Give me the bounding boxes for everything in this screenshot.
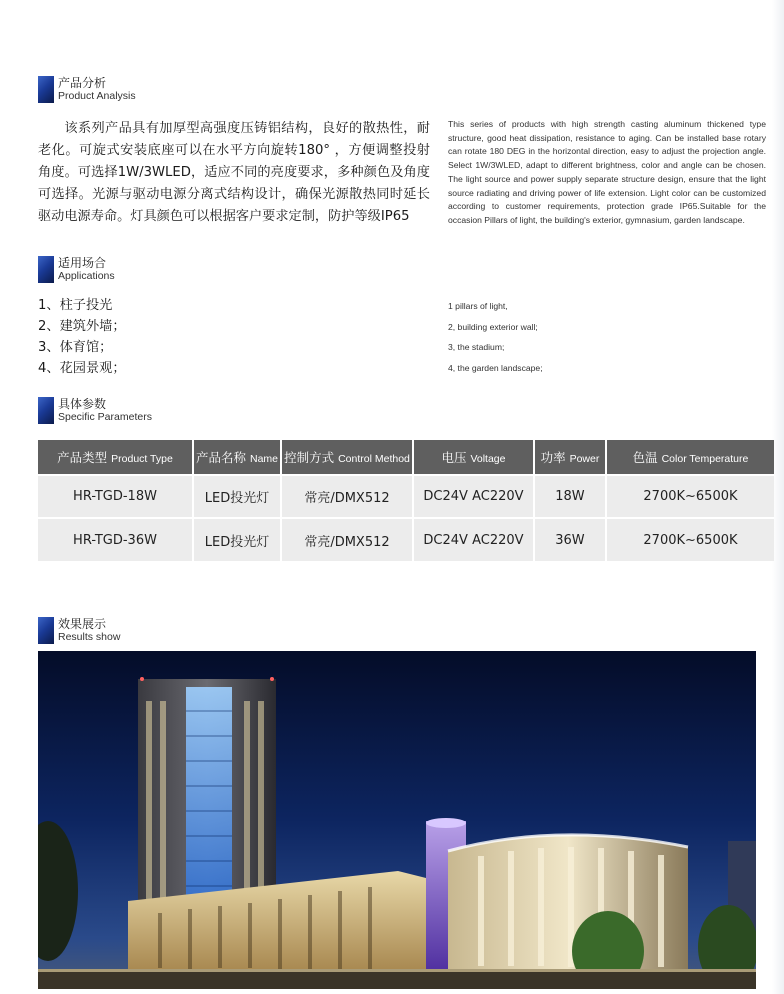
section-title-cn: 效果展示 <box>58 617 107 631</box>
list-item: 2, building exterior wall; <box>448 321 538 332</box>
cell-control-method: 常亮/DMX512 <box>281 475 413 518</box>
section-title-cn: 产品分析 <box>58 76 107 90</box>
product-description-en: This series of products with high strength casting aluminum thickened type structure, good heat dissipation, resistance to aging. Can be installed base rotary can rotate 180 DEG in the horizontal direction, easy to adjust the projection angle. Select 1W/3WLED, adapt to different brightness, color and angle can be chosen. The light source and power supply separate structure design, ensure that the light source radiating and driving power of life extension. Light color can be customized according to customer requirements, protection grade IP65.Suitable for the occasion Pillars of light, the building's exterior, gymnasium, garden landscape. <box>448 119 766 225</box>
cell-product-type: HR-TGD-36W <box>38 518 193 561</box>
list-item: 1、柱子投光 <box>38 298 113 313</box>
parameters-table <box>38 440 774 561</box>
cell-voltage: DC24V AC220V <box>413 475 534 518</box>
header-color-temperature: 色温 Color Temperature <box>606 440 774 475</box>
applications-list-cn <box>38 295 126 379</box>
results-photo-night-building <box>38 651 756 989</box>
list-item: 3, the stadium; <box>448 342 505 353</box>
header-voltage: 电压 Voltage <box>413 440 534 475</box>
section-marker-icon <box>38 617 54 644</box>
applications-list-en <box>448 296 543 379</box>
cell-product-type: HR-TGD-18W <box>38 475 193 518</box>
table-row <box>38 518 774 561</box>
section-marker-icon <box>38 256 54 283</box>
header-name: 产品名称 Name <box>193 440 281 475</box>
cell-color-temperature: 2700K~6500K <box>606 518 774 561</box>
cell-name: LED投光灯 <box>193 518 281 561</box>
list-item: 4、花园景观； <box>38 361 126 376</box>
header-power: 功率 Power <box>534 440 606 475</box>
list-item: 2、建筑外墙； <box>38 319 126 334</box>
cell-name: LED投光灯 <box>193 475 281 518</box>
product-description-cn: 该系列产品具有加厚型高强度压铸铝结构，良好的散热性，耐老化。可旋式安装底座可以在水平方向旋转180° ，方便调整投射角度。可选择1W/3WLED，适应不同的亮度要求，多种颜色及角度可选择。光源与驱动电源分离式结构设计，确保光源散热同时延长驱动电源寿命。灯具颜色可以根据客户要求定制，防护等级IP65 <box>38 121 430 224</box>
list-item: 4, the garden landscape; <box>448 363 543 374</box>
section-title-en: Results show <box>58 631 121 643</box>
table-header-row <box>38 440 774 475</box>
section-title-cn: 适用场合 <box>58 256 107 270</box>
section-title-cn: 具体参数 <box>58 397 107 411</box>
cell-voltage: DC24V AC220V <box>413 518 534 561</box>
header-control-method: 控制方式 Control Method <box>281 440 413 475</box>
cell-power: 18W <box>534 475 606 518</box>
section-title-en: Applications <box>58 270 115 282</box>
table-row <box>38 475 774 518</box>
list-item: 3、体育馆； <box>38 340 113 355</box>
cell-power: 36W <box>534 518 606 561</box>
cell-color-temperature: 2700K~6500K <box>606 475 774 518</box>
section-title-en: Product Analysis <box>58 90 136 102</box>
section-title-en: Specific Parameters <box>58 411 152 423</box>
list-item: 1 pillars of light, <box>448 301 508 311</box>
header-product-type: 产品类型 Product Type <box>38 440 193 475</box>
cell-control-method: 常亮/DMX512 <box>281 518 413 561</box>
section-marker-icon <box>38 397 54 424</box>
section-marker-icon <box>38 76 54 103</box>
